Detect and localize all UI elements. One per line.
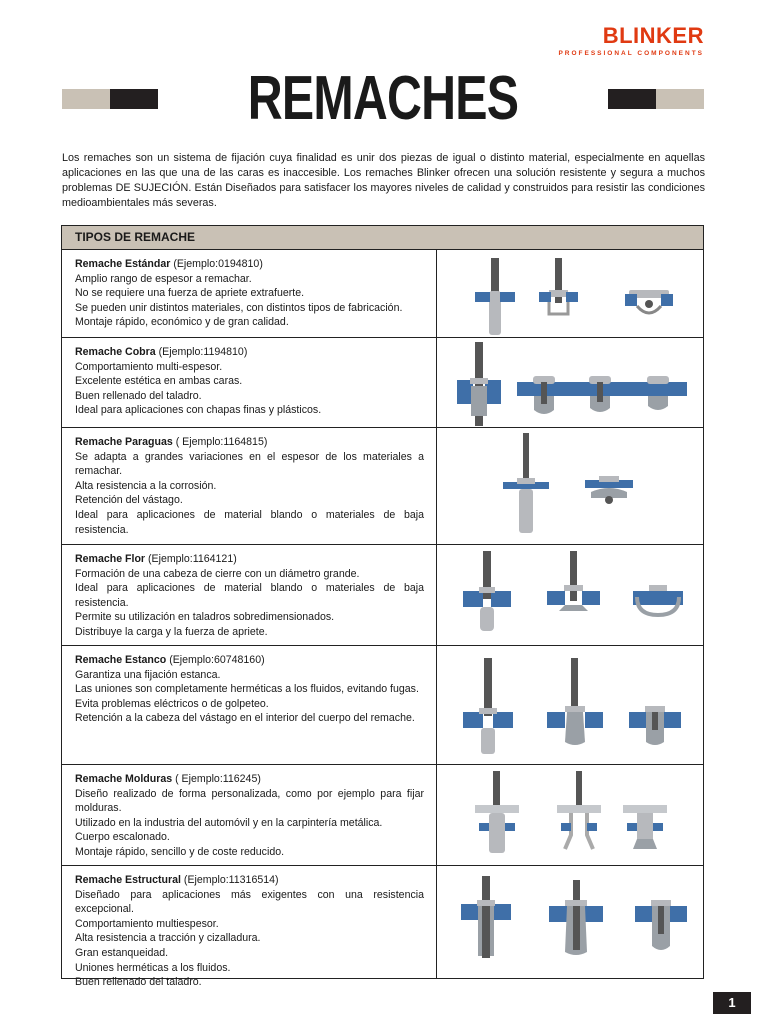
rivet-example: (Ejemplo:1164121) xyxy=(145,553,237,565)
feature-line: Se pueden unir distintos materiales, con distintos tipos de fabricación. xyxy=(75,301,403,314)
feature-line: No se requiere una fuerza de apriete extrafuerte. xyxy=(75,287,305,300)
brand-tagline: PROFESSIONAL COMPONENTS xyxy=(558,50,704,57)
row-description xyxy=(62,545,437,645)
rivet-illustration-estructural xyxy=(437,866,703,979)
title-row xyxy=(62,64,704,133)
row-description xyxy=(62,250,437,337)
rivet-types-table xyxy=(61,225,704,989)
feature-line: Gran estanqueidad. xyxy=(75,946,169,959)
rivet-illustration-estandar xyxy=(437,250,703,337)
rivet-name: Remache Estructural xyxy=(75,874,181,886)
rivet-name: Remache Estándar xyxy=(75,258,171,270)
rivet-example: ( Ejemplo:116245) xyxy=(172,773,261,785)
feature-line: Utilizado en la industria del automóvil y en la carpintería metálica. xyxy=(75,816,383,829)
feature-line: Buen rellenado del taladro. xyxy=(75,389,202,402)
rivet-example: (Ejemplo:11316514) xyxy=(180,874,279,886)
feature-line: Permite su utilización en taladros sobredimensionados. xyxy=(75,611,335,624)
table-row xyxy=(62,765,703,866)
feature-line: Uniones herméticas a los fluidos. xyxy=(75,961,231,974)
decor-bar-left-light xyxy=(62,89,110,109)
intro-paragraph: Los remaches son un sistema de fijación cuya finalidad es unir dos piezas de igual o distinto material, especialmente en aquellas aplicaciones en las que una de las caras es inaccesible. Los remaches Blinker ofrecen una solución resistente y segura a muchos problemas DE SUJECIÓN. Están Diseñados para satisfacer los mayores niveles de calidad y construidos para resistir las condiciones medioambientales más severas. xyxy=(62,152,705,209)
feature-line: Evita problemas eléctricos o de golpeteo. xyxy=(75,697,269,710)
feature-line: Amplio rango de espesor a remachar. xyxy=(75,272,252,285)
rivet-example: (Ejemplo:0194810) xyxy=(170,258,263,270)
table-row xyxy=(62,428,703,545)
feature-line: Diseño realizado de forma personalizada, como por ejemplo para fijar molduras. xyxy=(75,787,424,815)
brand-name: BLINKER xyxy=(602,23,704,48)
rivet-example: (Ejemplo:1194810) xyxy=(155,346,248,358)
rivet-illustration-estanco xyxy=(437,646,703,764)
rivet-name: Remache Molduras xyxy=(75,773,173,785)
table-row xyxy=(62,646,703,765)
feature-line: Alta resistencia a tracción y cizalladura. xyxy=(75,932,261,945)
feature-line: Alta resistencia a la corrosión. xyxy=(75,479,217,492)
table-header: TIPOS DE REMACHE xyxy=(62,226,703,250)
feature-line: Garantiza una fijación estanca. xyxy=(75,668,221,681)
rivet-name: Remache Flor xyxy=(75,553,146,565)
feature-line: Distribuye la carga y la fuerza de apriete. xyxy=(75,625,268,638)
feature-line: Las uniones son completamente herméticas a los fluidos, evitando fugas. xyxy=(75,683,419,696)
feature-line: Diseñado para aplicaciones más exigentes con una resistencia excepcional. xyxy=(75,888,424,916)
feature-line: Comportamiento multiespesor. xyxy=(75,917,219,930)
feature-line: Ideal para aplicaciones de material blando o materiales de baja resistencia. xyxy=(75,508,424,536)
feature-line: Ideal para aplicaciones de material blando o materiales de baja resistencia. xyxy=(75,582,424,609)
feature-line: Comportamiento multi-espesor. xyxy=(75,360,223,373)
row-description xyxy=(62,428,437,544)
rivet-illustration-flor xyxy=(437,545,703,645)
brand-logo xyxy=(558,24,704,57)
feature-line: Formación de una cabeza de cierre con un diámetro grande. xyxy=(75,567,360,580)
table-row xyxy=(62,250,703,338)
rivet-name: Remache Estanco xyxy=(75,654,167,666)
row-description xyxy=(62,765,437,865)
feature-line: Buen rellenado del taladro. xyxy=(75,976,202,989)
feature-line: Se adapta a grandes variaciones en el espesor de los materiales a remachar. xyxy=(75,450,424,478)
rivet-illustration-cobra xyxy=(437,338,703,427)
feature-line: Montaje rápido, económico y de gran calidad. xyxy=(75,316,289,329)
row-description xyxy=(62,338,437,427)
feature-line: Retención a la cabeza del vástago en el interior del cuerpo del remache. xyxy=(75,712,415,725)
page-title: REMACHES xyxy=(247,64,519,133)
feature-line: Ideal para aplicaciones con chapas finas y plásticos. xyxy=(75,404,322,417)
table-row xyxy=(62,866,703,989)
decor-bar-right-light xyxy=(656,89,704,109)
rivet-illustration-molduras xyxy=(437,765,703,865)
page-number: 1 xyxy=(713,992,751,1014)
rivet-example: ( Ejemplo:1164815) xyxy=(172,436,268,448)
table-row xyxy=(62,545,703,646)
rivet-name: Remache Paraguas xyxy=(75,436,173,448)
feature-line: Excelente estética en ambas caras. xyxy=(75,375,243,388)
table-row xyxy=(62,338,703,428)
row-description xyxy=(62,866,437,989)
row-description xyxy=(62,646,437,764)
rivet-name: Remache Cobra xyxy=(75,346,156,358)
feature-line: Retención del vástago. xyxy=(75,494,183,507)
rivet-illustration-paraguas xyxy=(437,428,703,544)
feature-line: Montaje rápido, sencillo y de coste reducido. xyxy=(75,845,285,858)
feature-line: Cuerpo escalonado. xyxy=(75,831,170,844)
rivet-example: (Ejemplo:60748160) xyxy=(166,654,265,666)
